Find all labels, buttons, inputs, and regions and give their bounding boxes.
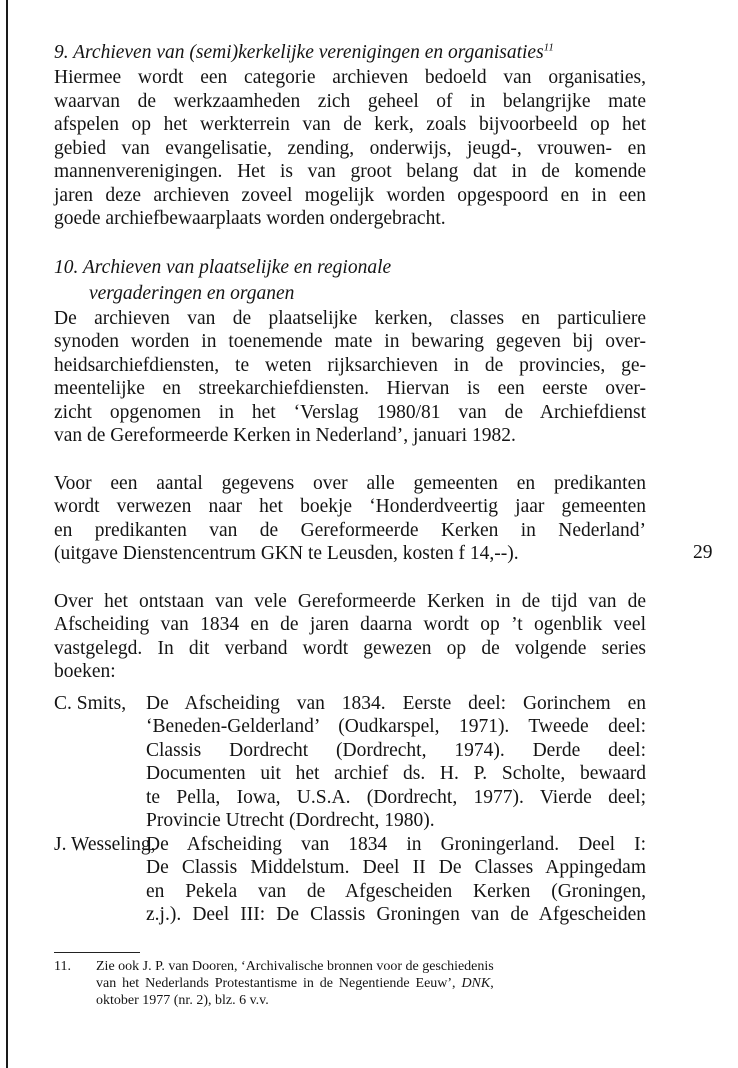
section-10-title-line1: 10. Archieven van plaatselijke en regionale <box>54 256 392 278</box>
section-10-paragraph <box>54 307 646 448</box>
text-line: heidsarchiefdiensten, te weten rijksarchieven in de provincies, ge- <box>54 354 646 376</box>
text-line: Hiermee wordt een categorie archieven bedoeld van organisaties, <box>54 67 646 88</box>
text-line: ‘Beneden-Gelderland’ (Oudkarspel, 1971). Tweede deel: <box>146 716 646 737</box>
footnote-text <box>96 958 494 1009</box>
footnote-line2-text: van het Nederlands Protestantisme in de Negentiende Eeuw’, <box>96 976 462 991</box>
section-9-title: 9. Archieven van (semi)kerkelijke verenigingen en organisaties <box>54 42 544 63</box>
text-line: synoden worden in toenemende mate in bewaring gegeven bij over- <box>54 331 646 352</box>
text-line: en predikanten van de Gereformeerde Kerken in Nederland’ <box>54 519 646 541</box>
page-body <box>54 40 646 927</box>
text-line: Classis Dordrecht (Dordrecht, 1974). Derde deel: <box>146 739 646 761</box>
journal-abbrev: DNK <box>461 976 491 991</box>
section-10-title-line2: vergaderingen en organen <box>89 282 295 304</box>
text-line: Voor een aantal gegevens over alle gemeenten en predikanten <box>54 472 646 494</box>
reference-author: J. Wesseling, <box>54 833 156 855</box>
footnote-number: 11. <box>54 959 71 974</box>
text-line: wordt verwezen naar het boekje ‘Honderdveertig jaar gemeenten <box>54 496 646 517</box>
page-number: 29 <box>693 542 713 563</box>
reference-text <box>146 833 646 927</box>
text-line: mannenverenigingen. Het is van groot belang dat in de komende <box>54 161 646 182</box>
text-line: zicht opgenomen in het ‘Verslag 1980/81 van de Archiefdienst <box>54 401 646 423</box>
text-line: (uitgave Dienstencentrum GKN te Leusden, kosten f 14,--). <box>54 543 519 564</box>
text-line: De archieven van de plaatselijke kerken, classes en particuliere <box>54 307 646 329</box>
section-10-heading <box>54 255 646 307</box>
text-line: Over het ontstaan van vele Gereformeerde Kerken in de tijd van de <box>54 590 646 612</box>
afscheiding-paragraph <box>54 590 646 684</box>
text-line: Zie ook J. P. van Dooren, ‘Archivalische bronnen voor de geschiedenis <box>96 959 494 974</box>
text-line: De Classis Middelstum. Deel II De Classes Appingedam <box>146 857 646 878</box>
text-line: z.j.). Deel III: De Classis Groningen van de Afgescheiden <box>146 904 646 925</box>
text-line: goede archiefbewaarplaats worden ondergebracht. <box>54 208 446 229</box>
text-line: en Pekela van de Afgescheiden Kerken (Groningen, <box>146 880 646 902</box>
predikanten-paragraph <box>54 472 646 566</box>
text-line: De Afscheiding van 1834 in Groningerland. Deel I: <box>146 833 646 855</box>
reference-smits <box>54 692 646 833</box>
reference-author: C. Smits, <box>54 692 127 714</box>
text-line: afspelen op het werkterrein van de kerk, zoals bijvoorbeeld op het <box>54 114 646 135</box>
text-line: te Pella, Iowa, U.S.A. (Dordrecht, 1977). Vierde deel; <box>146 786 646 808</box>
text-line: oktober 1977 (nr. 2), blz. 6 v.v. <box>96 993 269 1008</box>
section-9-paragraph <box>54 66 646 231</box>
page-edge-rule <box>6 0 8 1068</box>
text-line: meentelijke en streekarchiefdiensten. Hiervan is een eerste over- <box>54 378 646 399</box>
footnote-ref-11[interactable]: 11 <box>543 41 554 54</box>
text-line: vastgelegd. In dit verband wordt gewezen op de volgende series <box>54 637 646 659</box>
text-line: De Afscheiding van 1834. Eerste deel: Gorinchem en <box>146 692 646 714</box>
reference-text <box>146 692 646 833</box>
text-line <box>96 975 494 992</box>
text-line: van de Gereformeerde Kerken in Nederland’, januari 1982. <box>54 425 516 446</box>
footnote-11 <box>54 958 646 1009</box>
footnote-line2-punct: , <box>490 976 494 991</box>
text-line: boeken: <box>54 661 116 682</box>
text-line: Provincie Utrecht (Dordrecht, 1980). <box>146 810 435 831</box>
reference-wesseling <box>54 833 646 927</box>
text-line: waarvan de werkzaamheden zich geheel of in belangrijke mate <box>54 90 646 112</box>
text-line: jaren deze archieven zoveel mogelijk worden opgespoord en in een <box>54 184 646 206</box>
footnote-divider <box>54 952 140 953</box>
text-line: gebied van evangelisatie, zending, onderwijs, jeugd-, vrouwen- en <box>54 137 646 159</box>
text-line: Documenten uit het archief ds. H. P. Scholte, bewaard <box>146 763 646 784</box>
text-line: Afscheiding van 1834 en de jaren daarna wordt op ’t ogenblik veel <box>54 614 646 635</box>
section-9-heading <box>54 40 646 66</box>
